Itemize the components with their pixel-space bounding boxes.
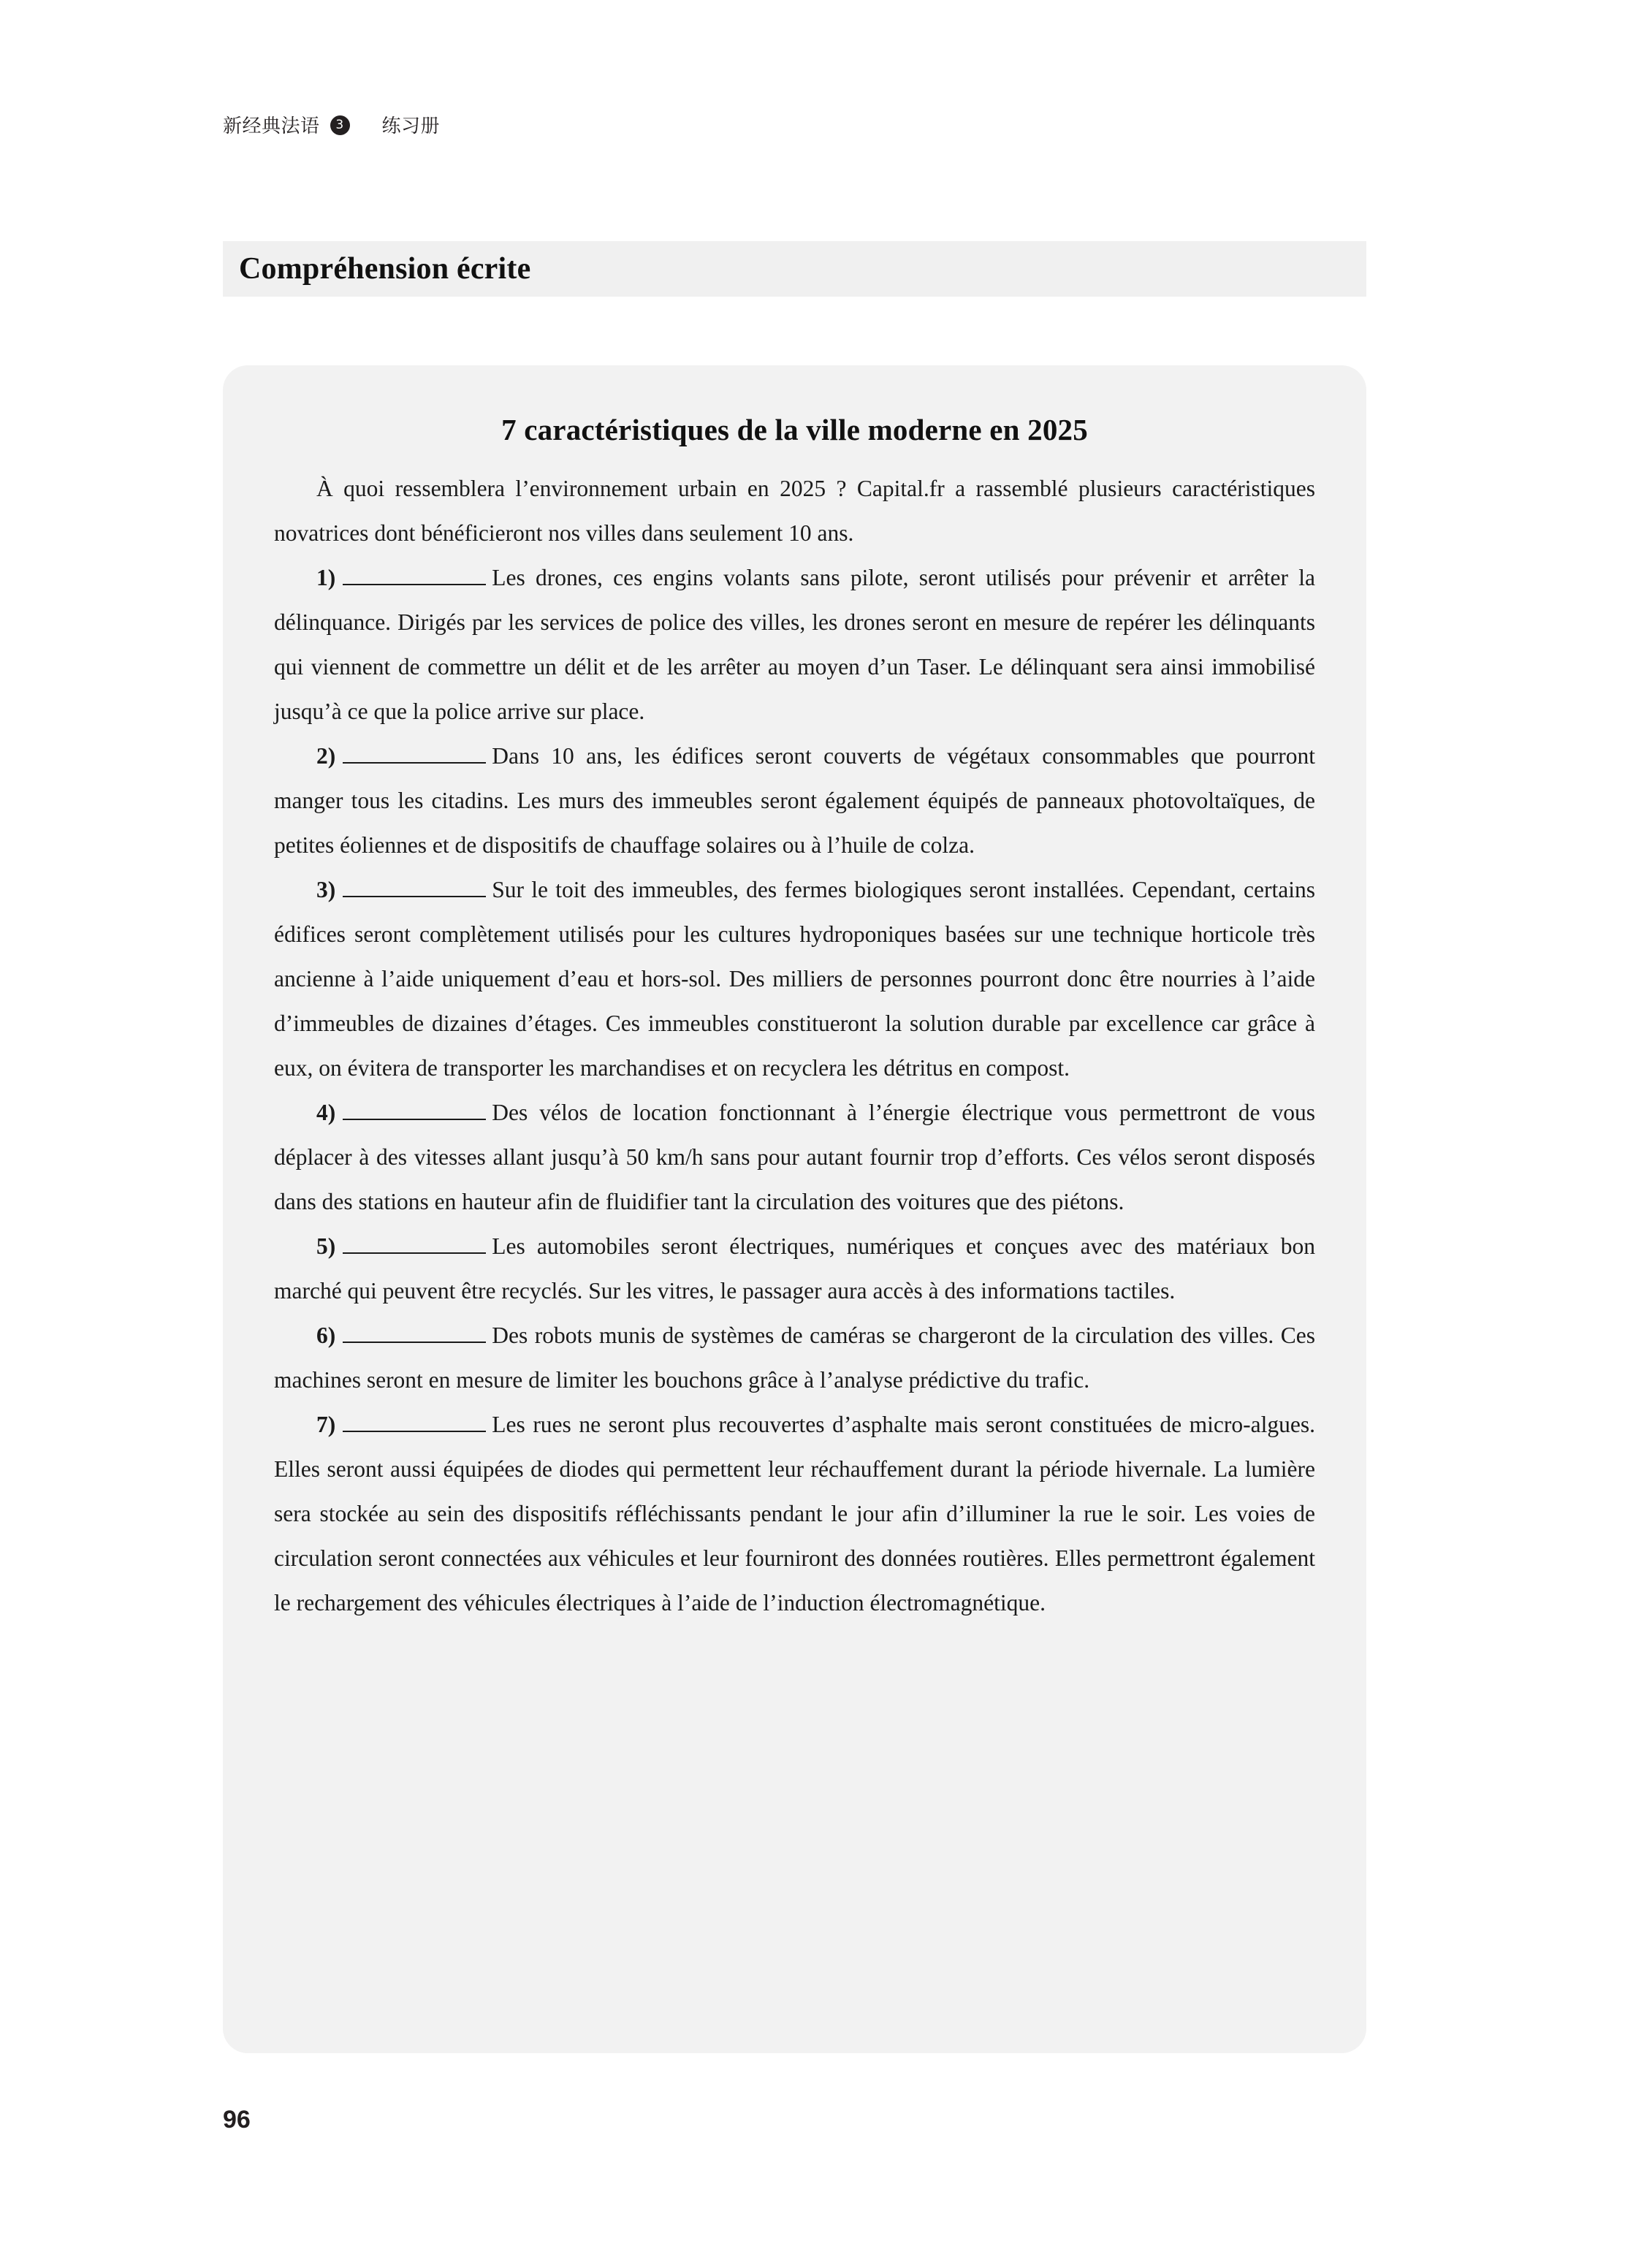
section-banner [223, 241, 1366, 297]
item-text-2: Dans 10 ans, les édifices seront couverts de végétaux consommables que pourront manger tous les citadins. Les murs des immeubles seront également équipés de panneaux photovoltaïques, de petites éoliennes et de dispositifs de chauffage solaires ou à l’huile de colza. [274, 743, 1315, 858]
article-item-3 [274, 867, 1315, 1090]
article-item-1 [274, 555, 1315, 734]
article-intro-paragraph [274, 466, 1315, 555]
item-text-4: Des vélos de location fonctionnant à l’énergie électrique vous permettront de vous déplacer à des vitesses allant jusqu’à 50 km/h sans pour autant fournir trop d’efforts. Ces vélos seront disposés dans des stations en hauteur afin de fluidifier tant la circulation des voitures que des piétons. [274, 1100, 1315, 1214]
item-number-1: 1) [316, 565, 336, 590]
running-head-book-type: 练习册 [381, 115, 441, 137]
item-text-1: Les drones, ces engins volants sans pilote, seront utilisés pour prévenir et arrêter la délinquance. Dirigés par les services de police des villes, les drones seront en mesure de repérer les délinquants qui viennent de commettre un délit et de les arrêter au moyen d’un Taser. Le délinquant sera ainsi immobilisé jusqu’à ce que la police arrive sur place. [274, 565, 1315, 724]
item-number-2: 2) [316, 743, 336, 769]
article-intro-text: À quoi ressemblera l’environnement urbain en 2025 ? Capital.fr a rassemblé plusieurs caractéristiques novatrices dont bénéficieront nos villes dans seulement 10 ans. [274, 476, 1315, 546]
answer-blank-7[interactable] [343, 1412, 486, 1432]
item-number-4: 4) [316, 1100, 336, 1125]
running-head-series: 新经典法语 [223, 115, 320, 137]
item-text-3: Sur le toit des immeubles, des fermes biologiques seront installées. Cependant, certains édifices seront complètement utilisés pour les cultures hydroponiques basées sur une technique horticole très ancienne à l’aide uniquement d’eau et hors-sol. Des milliers de personnes pourront donc être nourries à l’aide d’immeubles de dizaines d’étages. Ces immeubles constitueront la solution durable par excellence car grâce à eux, on évitera de transporter les marchandises et on recyclera les détritus en compost. [274, 877, 1315, 1081]
item-text-6: Des robots munis de systèmes de caméras se chargeront de la circulation des villes. Ces machines seront en mesure de limiter les bouchons grâce à l’analyse prédictive du trafic. [274, 1323, 1315, 1393]
page-number: 96 [223, 2106, 251, 2134]
item-text-5: Les automobiles seront électriques, numériques et conçues avec des matériaux bon marché qui peuvent être recyclés. Sur les vitres, le passager aura accès à des informations tactiles. [274, 1233, 1315, 1304]
article-item-5 [274, 1224, 1315, 1313]
article-item-4 [274, 1090, 1315, 1224]
item-number-3: 3) [316, 877, 336, 902]
book-number-badge: 3 [330, 115, 350, 135]
article-item-7 [274, 1402, 1315, 1625]
answer-blank-6[interactable] [343, 1323, 486, 1343]
item-number-7: 7) [316, 1412, 336, 1437]
reading-passage-card [223, 365, 1366, 2053]
running-head [223, 111, 440, 138]
answer-blank-5[interactable] [343, 1233, 486, 1254]
article-title: 7 caractéristiques de la ville moderne en 2025 [501, 413, 1088, 446]
article-item-6 [274, 1313, 1315, 1402]
answer-blank-4[interactable] [343, 1100, 486, 1120]
answer-blank-2[interactable] [343, 743, 486, 764]
answer-blank-1[interactable] [343, 565, 486, 585]
answer-blank-3[interactable] [343, 877, 486, 897]
item-number-6: 6) [316, 1323, 336, 1348]
article-item-2 [274, 734, 1315, 867]
item-text-7: Les rues ne seront plus recouvertes d’asphalte mais seront constituées de micro-algues. Elles seront aussi équipées de diodes qui permettent leur réchauffement durant la période hivernale. La lumière sera stockée au sein des dispositifs réfléchissants pendant le jour afin d’illuminer la rue le soir. Les voies de circulation seront connectées aux véhicules et leur fourniront des données routières. Elles permettront également le rechargement des véhicules électriques à l’aide de l’induction électromagnétique. [274, 1412, 1315, 1616]
section-title: Compréhension écrite [239, 252, 531, 286]
item-number-5: 5) [316, 1233, 336, 1259]
